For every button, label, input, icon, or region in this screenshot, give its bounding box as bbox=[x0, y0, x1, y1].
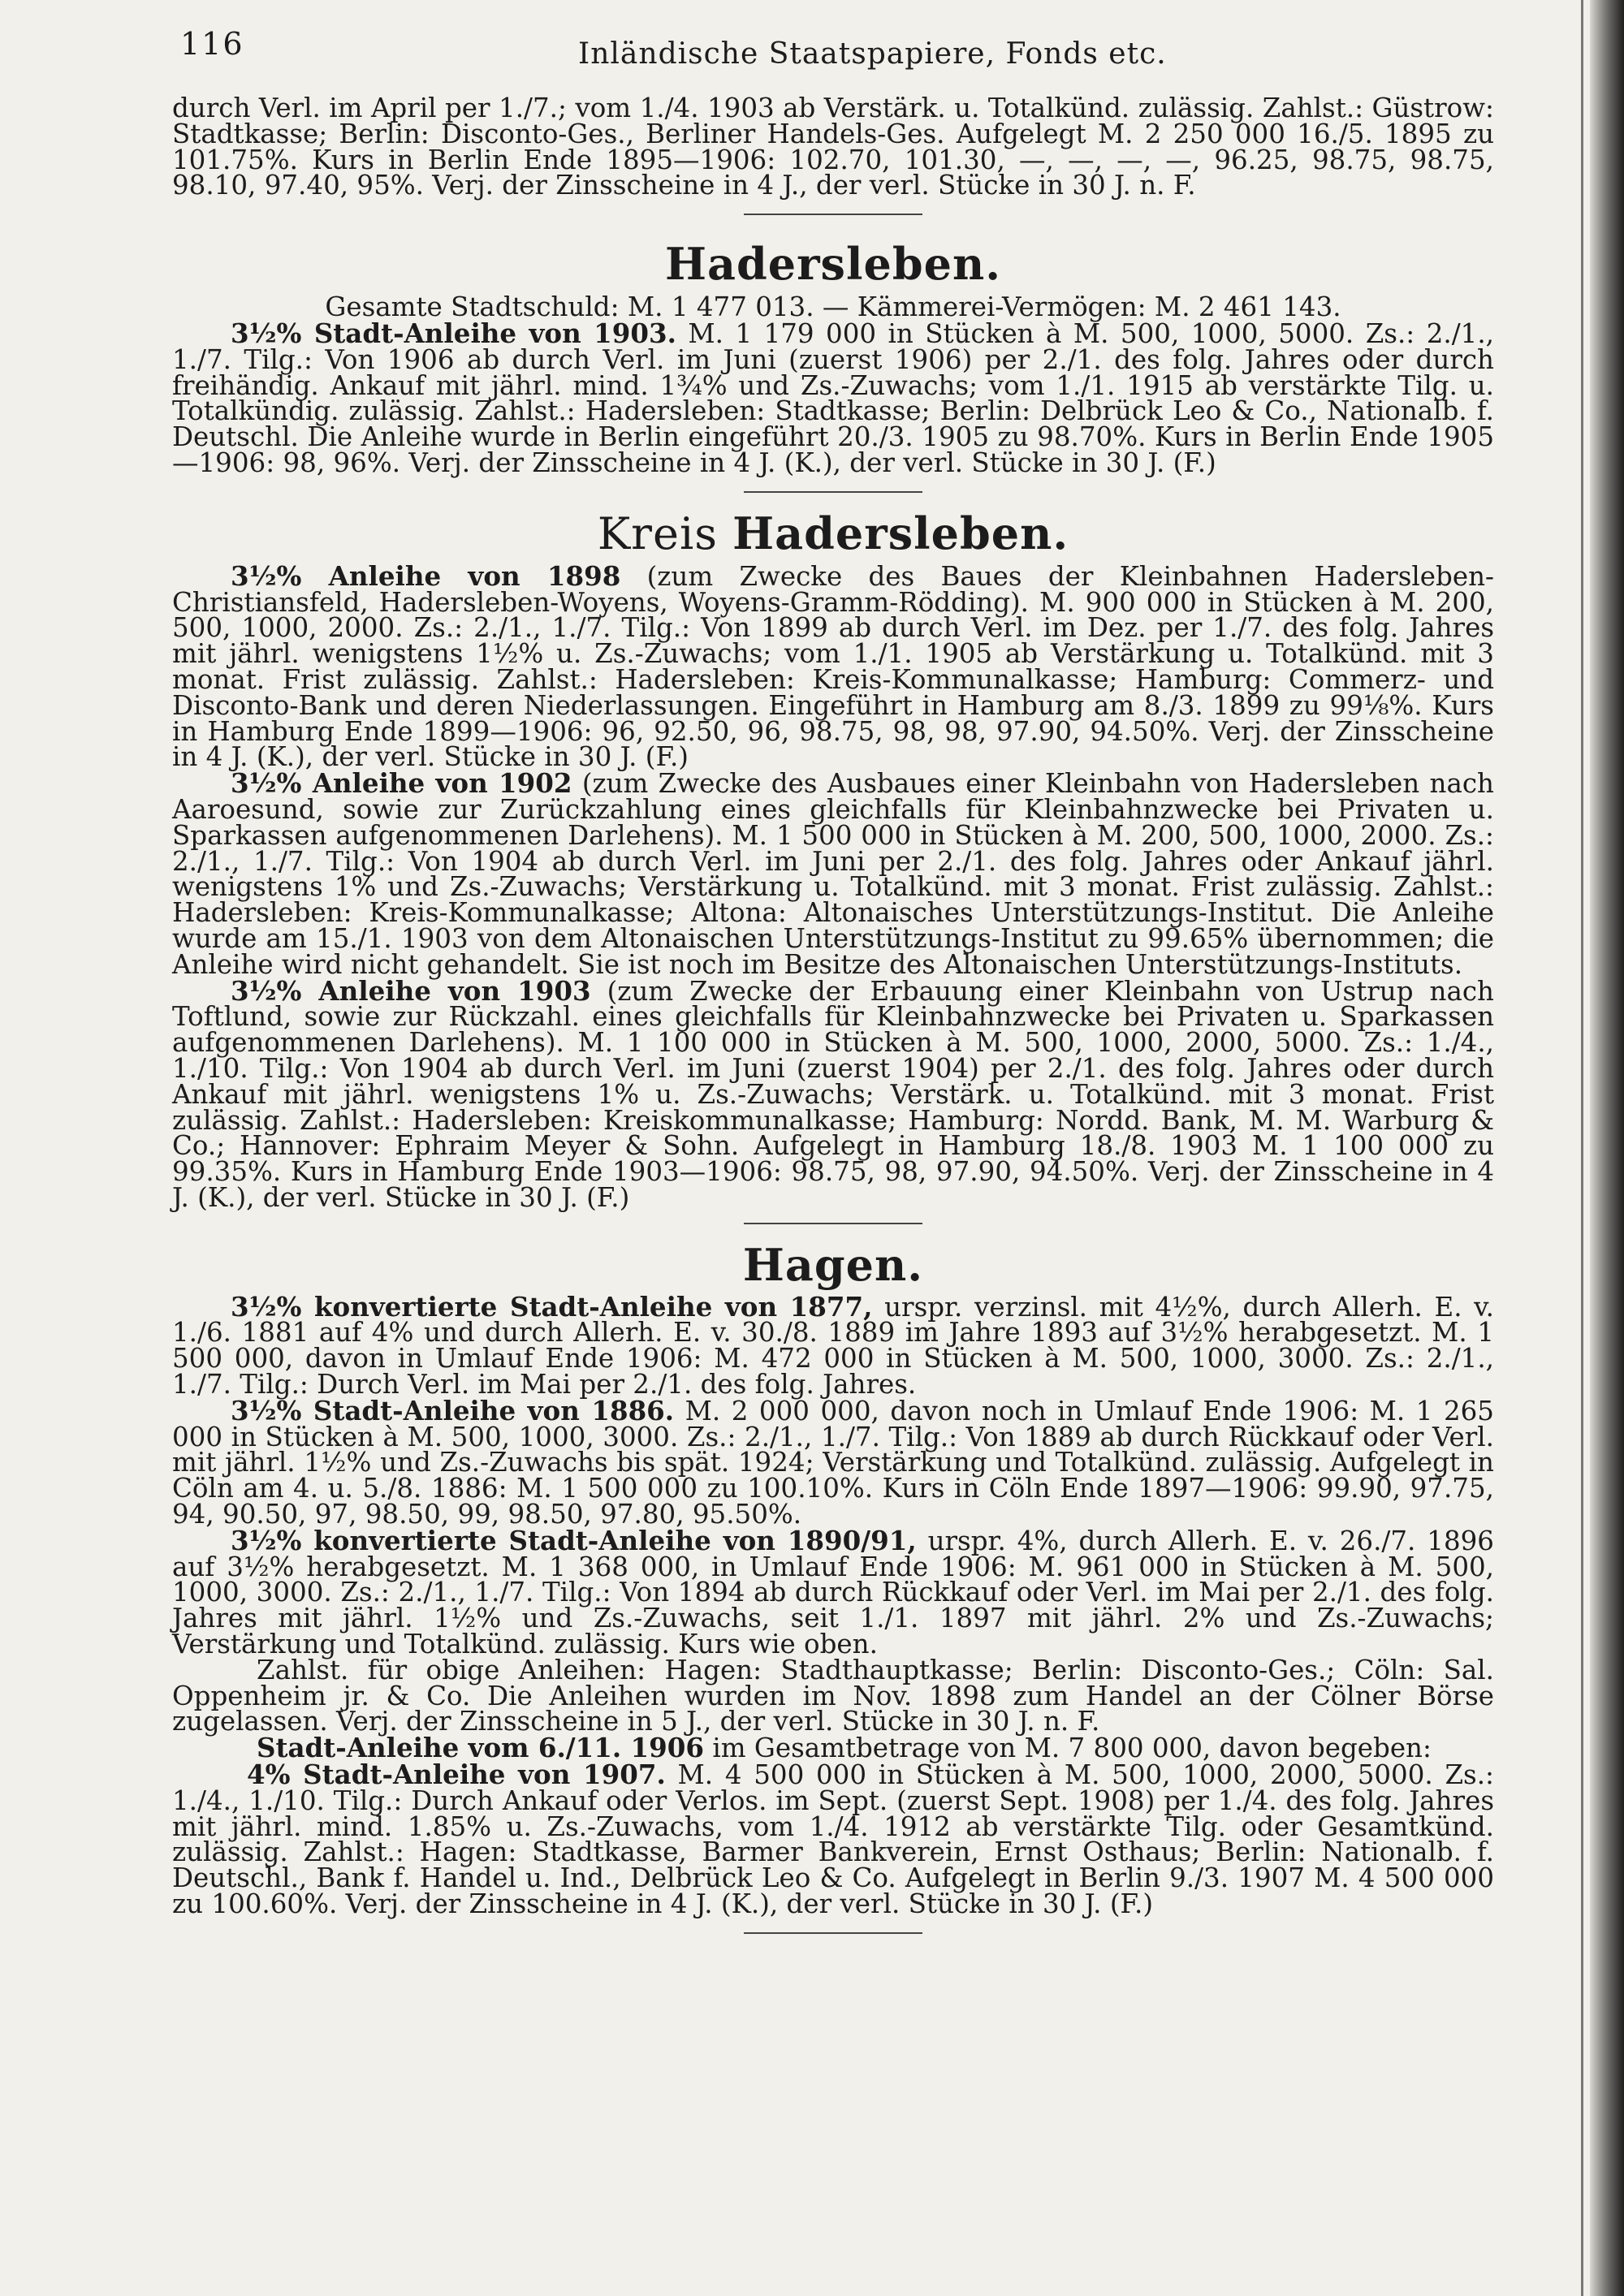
loan-text: im Gesamtbetrage von M. 7 800 000, davon begeben: bbox=[712, 1733, 1432, 1764]
payment-note: Zahlst. für obige Anleihen: Hagen: Stadthauptkasse; Berlin: Disconto-Ges.; Cöln: Sal. Oppenheim jr. & Co. Die Anleihen wurden im Nov. 1898 zum Handel an der Cölner Börse zugelassen. Verj. der Zinsscheine in 5 J., der verl. Stücke in 30 J. n. F. bbox=[172, 1654, 1494, 1737]
page-header bbox=[180, 26, 1479, 83]
loan-text: (zum Zwecke der Erbauung einer Kleinbahn von Ustrup nach Toftlund, sowie zur Rückzahl. eines gleichfalls für Kleinbahnzwecke bei Privaten u. Sparkassen aufgenommenen Darlehens). M. 1 100 000 in Stücken à M. 500, 1000, 2000, 5000. Zs.: 1./4., 1./10. Tilg.: Von 1904 ab durch Verl. im Juni (zuerst 1904) per 2./1. des folg. Jahres oder durch Ankauf mit jährl. wenigstens 1% u. Zs.-Zuwachs; Verstärk. u. Totalkünd. mit 3 monat. Frist zulässig. Zahlst.: Hadersleben: Kreiskommunalkasse; Hamburg: Nordd. Bank, M. M. Warburg & Co.; Hannover: Ephraim Meyer & Sohn. Aufgelegt in Hamburg 18./8. 1903 M. 1 100 000 zu 99.35%. Kurs in Hamburg Ende 1903—1906: 98.75, 98, 97.90, 94.50%. Verj. der Zinsscheine in 4 J. (K.), der verl. Stücke in 30 J. (F.) bbox=[172, 975, 1494, 1213]
page-edge-line bbox=[1581, 0, 1583, 2296]
section-title-hadersleben: Hadersleben. bbox=[664, 238, 1002, 291]
loan-text: urspr. 4%, durch Allerh. E. v. 26./7. 1896 auf 3½% herabgesetzt. M. 1 368 000, in Umlauf Ende 1906: M. 961 000 in Stücken à M. 500, 1000, 3000. Zs.: 2./1., 1./7. Tilg.: Von 1894 ab durch Rückkauf oder Verl. im Mai per 2./1. des folg. Jahres mit jährl. 1½% und Zs.-Zuwachs, seit 1./1. 1897 mit jährl. 2% und Zs.-Zuwachs; Verstärkung und Totalkünd. zulässig. Kurs wie oben. bbox=[172, 1525, 1494, 1660]
loan-heading: Stadt-Anleihe vom 6./11. 1906 bbox=[257, 1732, 704, 1764]
page-edge-shadow bbox=[1590, 0, 1624, 2296]
loan-heading: 3½% konvertierte Stadt-Anleihe von 1890/91, bbox=[231, 1524, 917, 1556]
section-divider bbox=[744, 214, 922, 215]
loan-heading: 3½% Anleihe von 1898 bbox=[231, 559, 621, 592]
intro-paragraph: durch Verl. im April per 1./7.; vom 1./4. 1903 ab Verstärk. u. Totalkünd. zulässig. Zahlst.: Güstrow: Stadtkasse; Berlin: Disconto-Ges., Berliner Handels-Ges. Aufgelegt M. 2 250 000 16./5. 1895 zu 101.75%. Kurs in Berlin Ende 1895—1906: 102.70, 101.30, —, —, —, —, 96.25, 98.75, 98.75, 98.10, 97.40, 95%. Verj. der Zinsscheine in 4 J., der verl. Stücke in 30 J. n. F. bbox=[172, 93, 1494, 201]
loan-text: urspr. verzinsl. mit 4½%, durch Allerh. E. v. 1./6. 1881 auf 4% und durch Allerh. E. v. 30./8. 1889 im Jahre 1893 auf 3½% herabgesetzt. M. 1 500 000, davon in Umlauf Ende 1906: M. 472 000 in Stücken à M. 500, 1000, 3000. Zs.: 2./1., 1./7. Tilg.: Durch Verl. im Mai per 2./1. des folg. Jahres. bbox=[172, 1291, 1494, 1400]
loan-entry bbox=[172, 1394, 1494, 1530]
loan-text: (zum Zwecke des Baues der Kleinbahnen Hadersleben-Christiansfeld, Hadersleben-Woyens, Woyens-Gramm-Rödding). M. 900 000 in Stücken à M. 200, 500, 1000, 2000. Zs.: 2./1., 1./7. Tilg.: Von 1899 ab durch Verl. im Dez. per 1./7. des folg. Jahres mit jährl. wenigstens 1½% u. Zs.-Zuwachs; vom 1./1. 1905 ab Verstärkung u. Totalkünd. mit 3 monat. Frist zulässig. Zahlst.: Hadersleben: Kreis-Kommunalkasse; Hamburg: Commerz- und Disconto-Bank und deren Niederlassungen. Eingeführt in Hamburg am 8./3. 1899 zu 99⅛%. Kurs in Hamburg Ende 1899—1906: 96, 92.50, 96, 98.75, 98, 98, 97.90, 94.50%. Verj. der Zinsscheine in 4 J. (K.), der verl. Stücke in 30 J. (F.) bbox=[172, 560, 1494, 773]
loan-text: M. 2 000 000, davon noch in Umlauf Ende 1906: M. 1 265 000 in Stücken à M. 500, 1000, 3000. Zs.: 2./1., 1./7. Tilg.: Von 1889 ab durch Rückkauf oder Verl. mit jährl. 1½% und Zs.-Zuwachs bis spät. 1924; Verstärkung und Totalkünd. zulässig. Aufgelegt in Cöln am 4. u. 5./8. 1886: M. 1 500 000 zu 100.10%. Kurs in Cöln Ende 1897—1906: 99.90, 97.75, 94, 90.50, 97, 98.50, 99, 98.50, 97.80, 95.50%. bbox=[172, 1395, 1494, 1530]
loan-entry bbox=[172, 1524, 1494, 1660]
debt-summary: Gesamte Stadtschuld: M. 1 477 013. — Kämmerei-Vermögen: M. 2 461 143. bbox=[325, 291, 1341, 323]
loan-entry bbox=[172, 1759, 1494, 1920]
loan-entry bbox=[172, 559, 1494, 773]
loan-text: M. 4 500 000 in Stücken à M. 500, 1000, 2000, 5000. Zs.: 1./4., 1./10. Tilg.: Durch Ankauf oder Verlos. im Sept. (zuerst Sept. 1908) per 1./4. des folg. Jahres mit jährl. mind. 1.85% u. Zs.-Zuwachs, vom 1./4. 1912 ab verstärkte Tilg. oder Gesamtkünd. zulässig. Zahlst.: Hagen: Stadtkasse, Barmer Bankverein, Ernst Osthaus; Berlin: Nationalb. f. Deutschl., Bank f. Handel u. Ind., Delbrück Leo & Co. Aufgelegt in Berlin 9./3. 1907 M. 4 500 000 zu 100.60%. Verj. der Zinsscheine in 4 J. (K.), der verl. Stücke in 30 J. (F.) bbox=[172, 1759, 1494, 1920]
loan-entry bbox=[172, 317, 1494, 478]
loan-heading: 3½% Stadt-Anleihe von 1903. bbox=[231, 317, 676, 349]
page-number: 116 bbox=[180, 26, 244, 62]
loan-heading: 3½% Anleihe von 1903 bbox=[231, 974, 591, 1007]
page-content bbox=[172, 93, 1494, 1934]
loan-entry bbox=[172, 974, 1494, 1213]
loan-entry bbox=[172, 1290, 1494, 1400]
loan-text: (zum Zwecke des Ausbaues einer Kleinbahn von Hadersleben nach Aaroesund, sowie zur Zurückzahlung eines gleichfalls für Kleinbahnzwecke bei Privaten u. Sparkassen aufgenommenen Darlehens). M. 1 500 000 in Stücken à M. 200, 500, 1000, 2000. Zs.: 2./1., 1./7. Tilg.: Von 1904 ab durch Verl. im Juni per 2./1. des folg. Jahres oder Ankauf jährl. wenigstens 1% und Zs.-Zuwachs; Verstärkung u. Totalkünd. mit 3 monat. Frist zulässig. Zahlst.: Hadersleben: Kreis-Kommunalkasse; Altona: Altonaisches Unterstützungs-Institut. Die Anleihe wurde am 15./1. 1903 von dem Altonaischen Unterstützungs-Institut zu 99.65% übernommen; die Anleihe wird nicht gehandelt. Sie ist noch im Besitze des Altonaischen Unterstützungs-Instituts. bbox=[172, 768, 1494, 980]
section-title-prefix: Kreis bbox=[597, 507, 718, 559]
loan-text: M. 1 179 000 in Stücken à M. 500, 1000, 5000. Zs.: 2./1., 1./7. Tilg.: Von 1906 ab durch Verl. im Juni (zuerst 1906) per 2./1. des folg. Jahres oder durch freihändig. Ankauf mit jährl. mind. 1¾% und Zs.-Zuwachs; vom 1./1. 1915 ab verstärkte Tilg. u. Totalkündig. zulässig. Zahlst.: Hadersleben: Stadtkasse; Berlin: Delbrück Leo & Co., Nationalb. f. Deutschl. Die Anleihe wurde in Berlin eingeführt 20./3. 1905 zu 98.70%. Kurs in Berlin Ende 1905—1906: 98, 96%. Verj. der Zinsscheine in 4 J. (K.), der verl. Stücke in 30 J. (F.) bbox=[172, 317, 1494, 478]
section-title-main: Hadersleben. bbox=[732, 507, 1069, 559]
section-divider bbox=[744, 1223, 922, 1224]
loan-heading: 4% Stadt-Anleihe von 1907. bbox=[247, 1759, 666, 1791]
running-title: Inländische Staatspapiere, Fonds etc. bbox=[578, 37, 1167, 71]
section-title-hagen: Hagen. bbox=[742, 1238, 924, 1291]
loan-heading: 3½% konvertierte Stadt-Anleihe von 1877, bbox=[231, 1290, 873, 1323]
loan-entry bbox=[172, 767, 1494, 980]
loan-heading: 3½% Stadt-Anleihe von 1886. bbox=[231, 1394, 675, 1426]
section-divider bbox=[744, 1932, 922, 1934]
section-title-kreis-hadersleben bbox=[172, 509, 1494, 559]
section-divider bbox=[744, 491, 922, 493]
loan-heading: 3½% Anleihe von 1902 bbox=[231, 767, 572, 800]
